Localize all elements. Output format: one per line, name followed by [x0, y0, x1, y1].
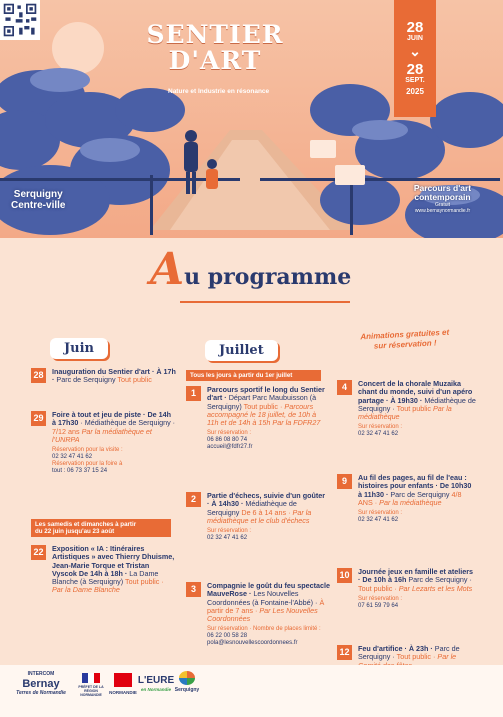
logo-line: PRÉFET DE LA RÉGION NORMANDIE [78, 685, 104, 697]
event-place: Parc de Serquigny [390, 489, 450, 499]
event-organizer: Par la médiathèque [379, 497, 442, 507]
event-day-badge: 12 [337, 645, 352, 660]
reservation-phone[interactable]: 02 32 47 41 62 [207, 535, 248, 542]
event-organizer: Par la Dame Blanche [52, 585, 120, 595]
event-organizer: Par la médiathèque et le club d'échecs [207, 507, 312, 525]
logo-line: L'EURE [137, 675, 175, 686]
hero-illustration [0, 0, 503, 238]
program-title-initial: A [150, 244, 185, 295]
end-month: SEPT. [405, 77, 425, 84]
month-header-juillet [205, 340, 278, 361]
eure-logo [136, 675, 176, 693]
event-place: · Médiathèque de Serquigny · [80, 418, 176, 428]
end-day: 28 [406, 61, 424, 78]
program-title-rest: u programme [184, 264, 352, 290]
weekend-band [31, 519, 171, 537]
title-line-1: SENTIER [146, 20, 284, 49]
serquigny-logo [172, 671, 202, 694]
event-subtitle: Nature et Industrie en résonance [168, 88, 270, 95]
reservation-email[interactable]: pola@lesnouvellescoordonnees.fr [207, 640, 298, 647]
event-audience: À partir de 7 ans · [207, 597, 325, 615]
logo-line: NORMANDIE [109, 690, 137, 695]
event-day-badge: 4 [337, 380, 352, 395]
event-hours: De 14h à 18h · [78, 568, 128, 578]
reservation-label: Réservation pour la visite : [52, 447, 123, 454]
event-day-badge: 22 [31, 545, 46, 560]
reservation-info [207, 430, 327, 451]
event-place: Parc de Serquigny · [358, 644, 460, 662]
reservation-phone[interactable]: 06 86 08 80 74 [207, 437, 248, 444]
gratuit-label: Gratuit [434, 202, 450, 208]
parcours-line-2: contemporain [414, 192, 471, 202]
event-title: Foire à tout et jeu de piste · De 14h à 17h30 [52, 410, 172, 428]
event-day-badge: 28 [31, 368, 46, 383]
partner-logos [0, 665, 503, 717]
logo-line: Terres de Normandie [16, 690, 66, 696]
event-organizer: Par la FDFR27 [272, 418, 321, 428]
event-audience: Tout public · [358, 583, 397, 593]
event-title: Concert de la chorale Muzaika chant du monde, suivi d'un apéro partage · À 19h30 · [358, 379, 473, 405]
chevron-down-icon: ⌄ [409, 43, 421, 59]
location-line-2: Centre-ville [11, 200, 66, 211]
reservation-label: Sur réservation · Nombre de places limité : [207, 626, 321, 633]
event-title: Journée jeux en famille et ateliers · De 10h à 16h [358, 567, 474, 585]
event-day-badge: 29 [31, 411, 46, 426]
event-title: Partie d'échecs, suivie d'un goûter · À 14h30 · [207, 491, 326, 509]
location-line-1: Serquigny [13, 189, 63, 200]
website-link[interactable]: www.bernaynormandie.fr [414, 208, 471, 214]
juillet-band: Tous les jours à partir du 1er juillet [186, 370, 321, 381]
reservation-info [207, 528, 327, 542]
event-title: Feu d'artifice · À 23h · [358, 644, 433, 653]
event-title: Inauguration du Sentier d'art · À 17h · [52, 367, 176, 385]
location-label [11, 189, 65, 211]
reservation-label: Sur réservation : [207, 430, 252, 437]
event-title: Au fil des pages, au fil de l'eau : histoires pour enfants · De 10h30 à 11h30 · [358, 473, 472, 499]
event-place: Les Nouvelles Coordonnées (à Fontaine-l'Abbé) · [207, 589, 318, 607]
month-header-juin [50, 338, 108, 359]
flag-icon [82, 673, 100, 683]
reservation-label: Réservation pour la foire à [52, 461, 123, 468]
event-place: Médiathèque de Serquigny · [358, 395, 476, 413]
event-title [140, 22, 290, 74]
reservation-info [52, 447, 176, 475]
qr-code-icon[interactable] [0, 0, 40, 40]
animations-line-1: Animations gratuites et [360, 327, 450, 342]
event-audience: Tout public [117, 375, 152, 385]
reservation-phone[interactable]: 02 32 47 41 62 [52, 454, 93, 461]
reservation-phone[interactable]: 06 22 00 58 28 [207, 633, 248, 640]
program-title [150, 244, 351, 295]
parcours-label [400, 184, 485, 214]
event-title: Parcours sportif le long du Sentier d'art · [207, 385, 325, 403]
normandie-shield-icon [114, 673, 132, 687]
event-title: Compagnie le goût du feu spectacle MauveRose · [207, 581, 331, 599]
reservation-email[interactable]: accueil@fdfr27.fr [207, 444, 253, 451]
reservation-label: Sur réservation : [358, 595, 403, 602]
animations-note [345, 327, 466, 353]
event-organizer: Par Les Nouvelles Coordonnées [207, 605, 318, 624]
event-audience: 7/12 ans [52, 426, 80, 436]
band-line-2: du 22 juin jusqu'au 23 août [35, 528, 115, 535]
event-audience: Tout public · [243, 401, 283, 411]
event-organizer: Par Lezarts et les Mots [398, 583, 473, 593]
reservation-info [358, 424, 476, 438]
start-month: JUIN [407, 35, 423, 42]
date-box [394, 0, 436, 117]
event-audience: Tout public [396, 403, 432, 413]
event-audience: 4/8 ANS · [358, 489, 462, 507]
event-audience: Tout public · [396, 652, 436, 662]
event-day-badge: 1 [186, 386, 201, 401]
title-line-2: D'ART [168, 46, 262, 75]
event-place: Parc de Serquigny · [408, 575, 472, 585]
year: 2025 [406, 87, 424, 96]
reservation-phone[interactable]: 07 61 59 79 64 [358, 602, 399, 609]
band-line-1: Les samedis et dimanches à partir [35, 521, 137, 528]
event-organizer: Par le [437, 652, 457, 662]
intercom-bernay-logo [10, 671, 72, 697]
title-underline [180, 301, 350, 303]
logo-line: INTERCOM [27, 671, 55, 677]
reservation-phone[interactable]: 02 32 47 41 62 [358, 431, 399, 438]
event-title: Exposition « IA : Itinéraires Artistiques » avec Thierry Dhuisme, Jean-Marie Torque et Tristan Vyscok [52, 544, 175, 578]
serquigny-emblem-icon [179, 671, 195, 685]
reservation-info [358, 510, 476, 524]
event-organizer: Par la médiathèque [358, 403, 452, 422]
parcours-line-1: Parcours d'art [413, 183, 472, 193]
reservation-info [207, 626, 331, 647]
reservation-label: Sur réservation : [358, 424, 403, 431]
event-day-badge: 3 [186, 582, 201, 597]
event-place: Parc de Serquigny [56, 375, 116, 385]
event-audience: De 6 à 14 ans · [241, 507, 291, 517]
logo-line: Serquigny [174, 687, 200, 693]
animations-line-2: sur réservation ! [373, 338, 437, 351]
reservation-label: Sur réservation : [358, 510, 403, 517]
month-label: Juin [50, 338, 108, 359]
event-note: Parcours accompagné le 18 juillet, de 10h à 11h et de 14h à 15h [207, 401, 317, 428]
reservation-label: Sur réservation : [207, 528, 252, 535]
reservation-info [358, 596, 476, 610]
event-place: La Dame Blanche (à Serquigny) [52, 568, 159, 587]
reservation-phone[interactable]: 02 32 47 41 62 [358, 517, 399, 524]
logo-line: en Normandie [140, 687, 171, 692]
logo-line: Bernay [22, 678, 60, 690]
event-place: Départ Parc Maubuisson (à Serquigny) [207, 393, 317, 411]
event-day-badge: 10 [337, 568, 352, 583]
event-place: Médiathèque de Serquigny [207, 499, 297, 517]
prefet-logo [78, 673, 104, 697]
reservation-phone[interactable]: tout : 06 73 37 15 24 [52, 468, 108, 475]
month-label: Juillet [205, 340, 278, 361]
event-organizer: Par la médiathèque et l'UNRPA [52, 426, 152, 444]
event-audience: Tout public · [125, 577, 164, 587]
normandie-logo [108, 673, 138, 696]
event-day-badge: 2 [186, 492, 201, 507]
start-day: 28 [406, 19, 424, 36]
event-day-badge: 9 [337, 474, 352, 489]
